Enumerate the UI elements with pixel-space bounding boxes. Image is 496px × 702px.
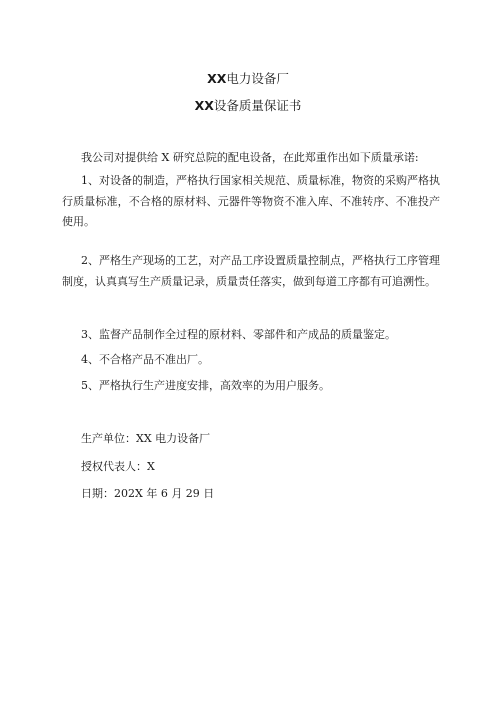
commitment-item-1: 1、对设备的制造，严格执行国家相关规范、质量标准，物资的采购严格执行质量标准，不合格的原材料、元器件等物资不准入库、不准转序、不准投产使用。 [62,174,440,228]
certificate-title [0,98,496,114]
date-line: 日期：202X 年 6 月 29 日 [81,487,215,500]
representative-line: 授权代表人：X [81,460,155,473]
commitment-item-3: 3、监督产品制作全过程的原材料、零部件和产成品的质量鉴定。 [81,328,396,341]
producer-line: 生产单位：XX 电力设备厂 [81,432,211,445]
commitment-item-4: 4、不合格产品不准出厂。 [81,353,209,366]
commitment-item-2: 2、严格生产现场的工艺，对产品工序设置质量控制点，严格执行工序管理制度，认真真写生产质量记录，质量责任落实，做到每道工序都有可追溯性。 [62,254,440,288]
commitment-item-5: 5、严格执行生产进度安排，高效率的为用户服务。 [81,379,330,392]
intro-paragraph: 我公司对提供给 X 研究总院的配电设备，在此郑重作出如下质量承诺: [81,151,419,164]
certificate-title-latin: XX [194,98,214,113]
company-title [0,71,496,87]
certificate-title-cjk: 设备质量保证书 [213,98,302,113]
company-title-latin: XX [207,71,227,86]
company-title-cjk: 电力设备厂 [226,71,289,86]
